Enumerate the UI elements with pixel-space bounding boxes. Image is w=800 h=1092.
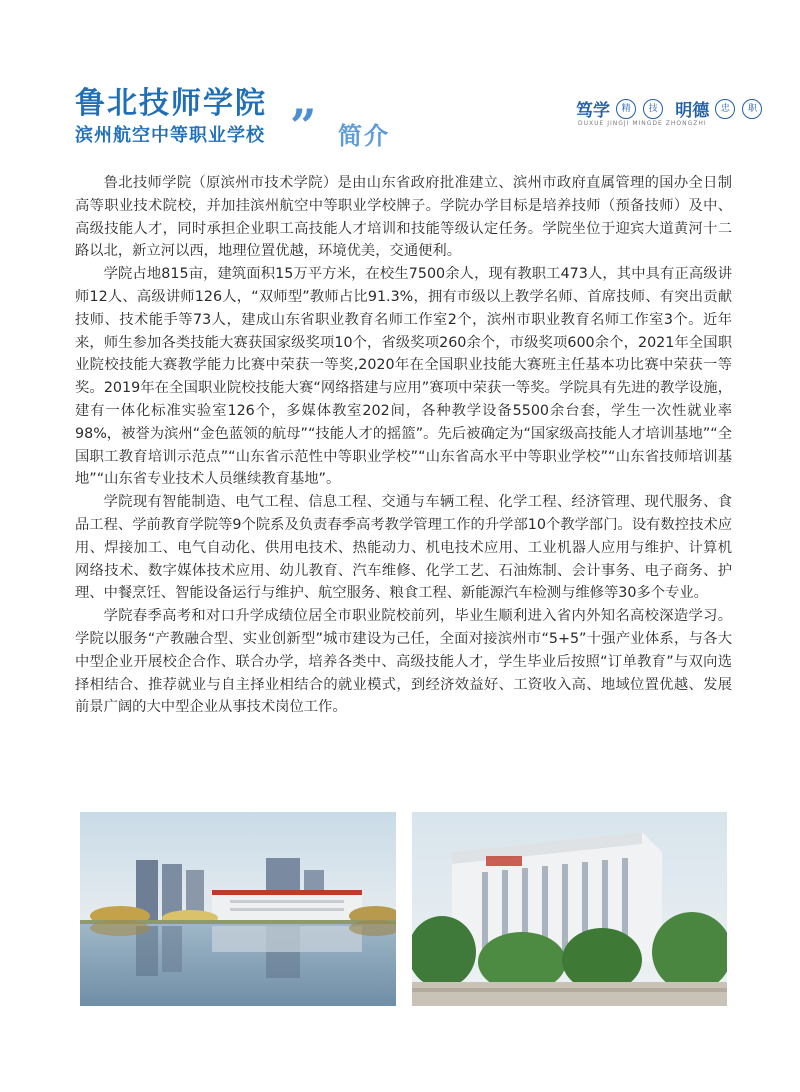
school-subtitle: 滨州航空中等职业学校 <box>75 125 265 146</box>
motto-word-2: 明德 <box>675 101 710 121</box>
campus-lake-image <box>80 812 396 1006</box>
motto-badge-4: 职 <box>742 99 762 119</box>
section-label: 简介 <box>338 122 390 150</box>
campus-lake-photo <box>80 812 396 1006</box>
school-motto <box>576 96 757 132</box>
motto-badge-1: 精 <box>616 99 636 119</box>
school-title: 鲁北技师学院 <box>75 86 267 121</box>
motto-row <box>576 96 763 121</box>
motto-word-1: 笃学 <box>576 101 610 121</box>
intro-paragraph: 学院现有智能制造、电气工程、信息工程、交通与车辆工程、化学工程、经济管理、现代服务、食品工程、学前教育学院等9个院系及负责春季高考教学管理工作的升学部10个教学部门。设有数控技术应用、焊接加工、电气自动化、供用电技术、热能动力、机电技术应用、工业机器人应用与维护、计算机网络技术、数字媒体技术应用、幼儿教育、汽车维修、化学工艺、石油炼制、会计事务、电子商务、护理、中餐烹饪、智能设备运行与维护、航空服务、粮食工程、新能源汽车检测与维修等30多个专业。 <box>75 494 732 602</box>
intro-paragraph: 学院春季高考和对口升学成绩位居全市职业院校前列，毕业生顺利进入省内外知名高校深造学习。学院以服务“产教融合型、实业创新型”城市建设为己任，全面对接滨州市“5+5”十强产业体系，与各大中型企业开展校企合作、联合办学，培养各类中、高级技能人才，学生毕业后按照“订单教育”与双向选择相结合、推荐就业与自主择业相结合的就业模式，到经济效益好、工资收入高、地域位置优越、发展前景广阔的大中型企业从事技术岗位工作。 <box>75 608 732 716</box>
campus-building-photo <box>412 812 727 1006</box>
intro-paragraph: 学院占地815亩，建筑面积15万平方米，在校生7500余人，现有教职工473人，其中具有正高级讲师12人、高级讲师126人，“双师型”教师占比91.3%，拥有市级以上教学名师、首席技师、有突出贡献技师、技术能手等73人，建成山东省职业教育名师工作室2个，滨州市职业教育名师工作室3个。近年来，师生参加各类技能大赛获国家级奖项10个，省级奖项260余个，市级奖项600余个，2021年全国职业院校技能大赛教学能力比赛中荣获一等奖,2020年在全国职业技能大赛班主任基本功比赛中荣获一等奖。2019年在全国职业院校技能大赛“网络搭建与应用”赛项中荣获一等奖。学院具有先进的教学设施，建有一体化标准实验室126个，多媒体教室202间，各种教学设备5500余台套，学生一次性就业率98%，被誉为滨州“金色蓝领的航母”“技能人才的摇篮”。先后被确定为“国家级高技能人才培训基地”“全国职工教育培训示范点”“山东省示范性中等职业学校”“山东省高水平中等职业学校”“山东省技师培训基地”“山东省专业技术人员继续教育基地”。 <box>75 266 732 488</box>
intro-body <box>75 172 732 719</box>
intro-paragraph: 鲁北技师学院（原滨州市技术学院）是由山东省政府批准建立、滨州市政府直属管理的国办全日制高等职业技术院校，并加挂滨州航空中等职业学校牌子。学院办学目标是培养技师（预备技师）及中、高级技能人才，同时承担企业职工高技能人才培训和技能等级认定任务。学院坐位于迎宾大道黄河十二路以北，新立河以西，地理位置优越，环境优美，交通便利。 <box>75 175 732 260</box>
motto-badge-2: 技 <box>643 99 663 119</box>
campus-building-image <box>412 812 727 1006</box>
page-header <box>0 0 800 160</box>
quote-mark-icon: ” <box>290 99 317 153</box>
motto-badge-3: 忠 <box>715 99 735 119</box>
motto-pinyin: DUXUE JINGJI MINGDE ZHONGZHI <box>578 120 707 127</box>
